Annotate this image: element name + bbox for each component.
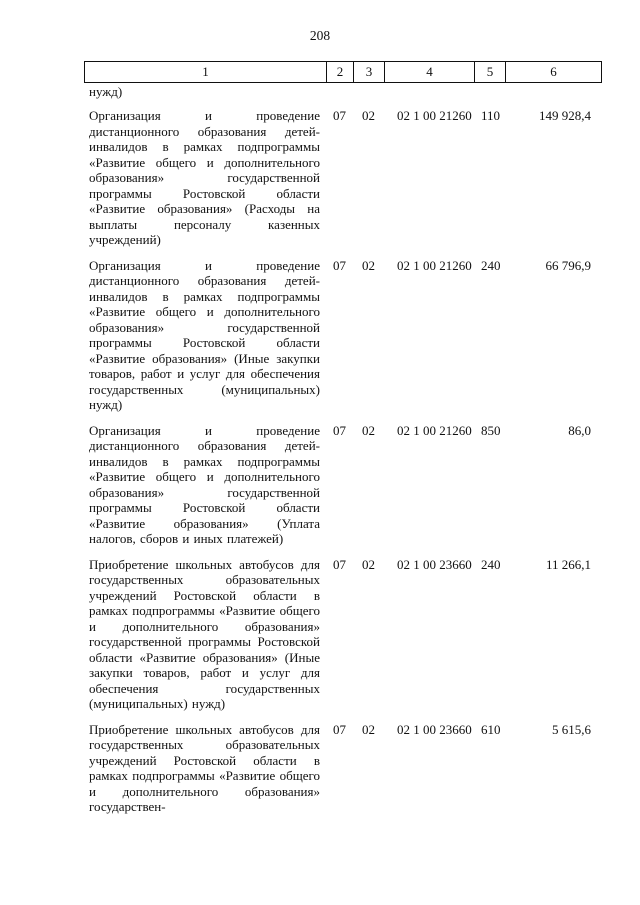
table-row <box>89 423 601 547</box>
table-row <box>89 722 601 815</box>
target-article-code: 02 1 00 23660 <box>397 721 472 737</box>
table-row <box>89 108 601 248</box>
amount-value: 66 796,9 <box>545 257 591 273</box>
table-row <box>89 557 601 712</box>
target-article-code: 02 1 00 23660 <box>397 556 472 572</box>
expense-type-code: 110 <box>481 108 501 123</box>
section-code: 07 <box>333 108 346 123</box>
section-code: 07 <box>333 721 346 737</box>
target-article-code: 02 1 00 21260 <box>397 108 472 123</box>
column-header-1: 1 <box>85 62 327 83</box>
row-description: Организация и проведение дистанционного образования детей-инвалидов в рамках подпрограммы «Развитие общего и дополнительного образования» государственной программы Ростовской области «Развитие образования» (Иные закупки товаров, работ и услуг для обеспечения государственных (муниципальных) нужд) <box>89 257 320 412</box>
row-description: Организация и проведение дистанционного образования детей-инвалидов в рамках подпрограммы «Развитие общего и дополнительного образования» государственной программы Ростовской области «Развитие образования» (Расходы на выплаты персоналу казенных учреждений) <box>89 108 320 247</box>
subsection-code: 02 <box>362 422 375 438</box>
expense-type-code: 240 <box>481 556 501 572</box>
row-description: Приобретение школьных автобусов для государственных образовательных учреждений Ростовской области в рамках подпрограммы «Развитие общего и дополнительного образования» государствен- <box>89 721 320 814</box>
subsection-code: 02 <box>362 721 375 737</box>
budget-table-body <box>89 108 601 825</box>
section-code: 07 <box>333 422 346 438</box>
expense-type-code: 610 <box>481 721 501 737</box>
column-header-5: 5 <box>475 62 506 83</box>
table-row <box>89 258 601 413</box>
column-header-row <box>84 61 602 83</box>
section-code: 07 <box>333 556 346 572</box>
amount-value: 11 266,1 <box>545 556 591 572</box>
continuation-text: нужд) <box>89 84 123 99</box>
row-description: Приобретение школьных автобусов для государственных образовательных учреждений Ростовской области в рамках подпрограммы «Развитие общего и дополнительного образования» государственной программы Ростовской области «Развитие образования» (Иные закупки товаров, работ и услуг для обеспечения государственных (муниципальных) нужд) <box>89 556 320 711</box>
expense-type-code: 240 <box>481 257 501 273</box>
target-article-code: 02 1 00 21260 <box>397 257 472 273</box>
column-header-6: 6 <box>506 62 602 83</box>
row-description: Организация и проведение дистанционного образования детей-инвалидов в рамках подпрограммы «Развитие общего и дополнительного образования» государственной программы Ростовской области «Развитие образования» (Уплата налогов, сборов и иных платежей) <box>89 422 320 546</box>
page-number: 208 <box>309 28 331 43</box>
section-code: 07 <box>333 257 346 273</box>
column-header-3: 3 <box>354 62 385 83</box>
expense-type-code: 850 <box>481 422 501 438</box>
subsection-code: 02 <box>362 108 375 123</box>
amount-value: 149 928,4 <box>539 108 591 123</box>
amount-value: 5 615,6 <box>552 721 591 737</box>
target-article-code: 02 1 00 21260 <box>397 422 472 438</box>
column-header-4: 4 <box>385 62 475 83</box>
amount-value: 86,0 <box>568 422 591 438</box>
column-header-2: 2 <box>327 62 354 83</box>
subsection-code: 02 <box>362 556 375 572</box>
subsection-code: 02 <box>362 257 375 273</box>
